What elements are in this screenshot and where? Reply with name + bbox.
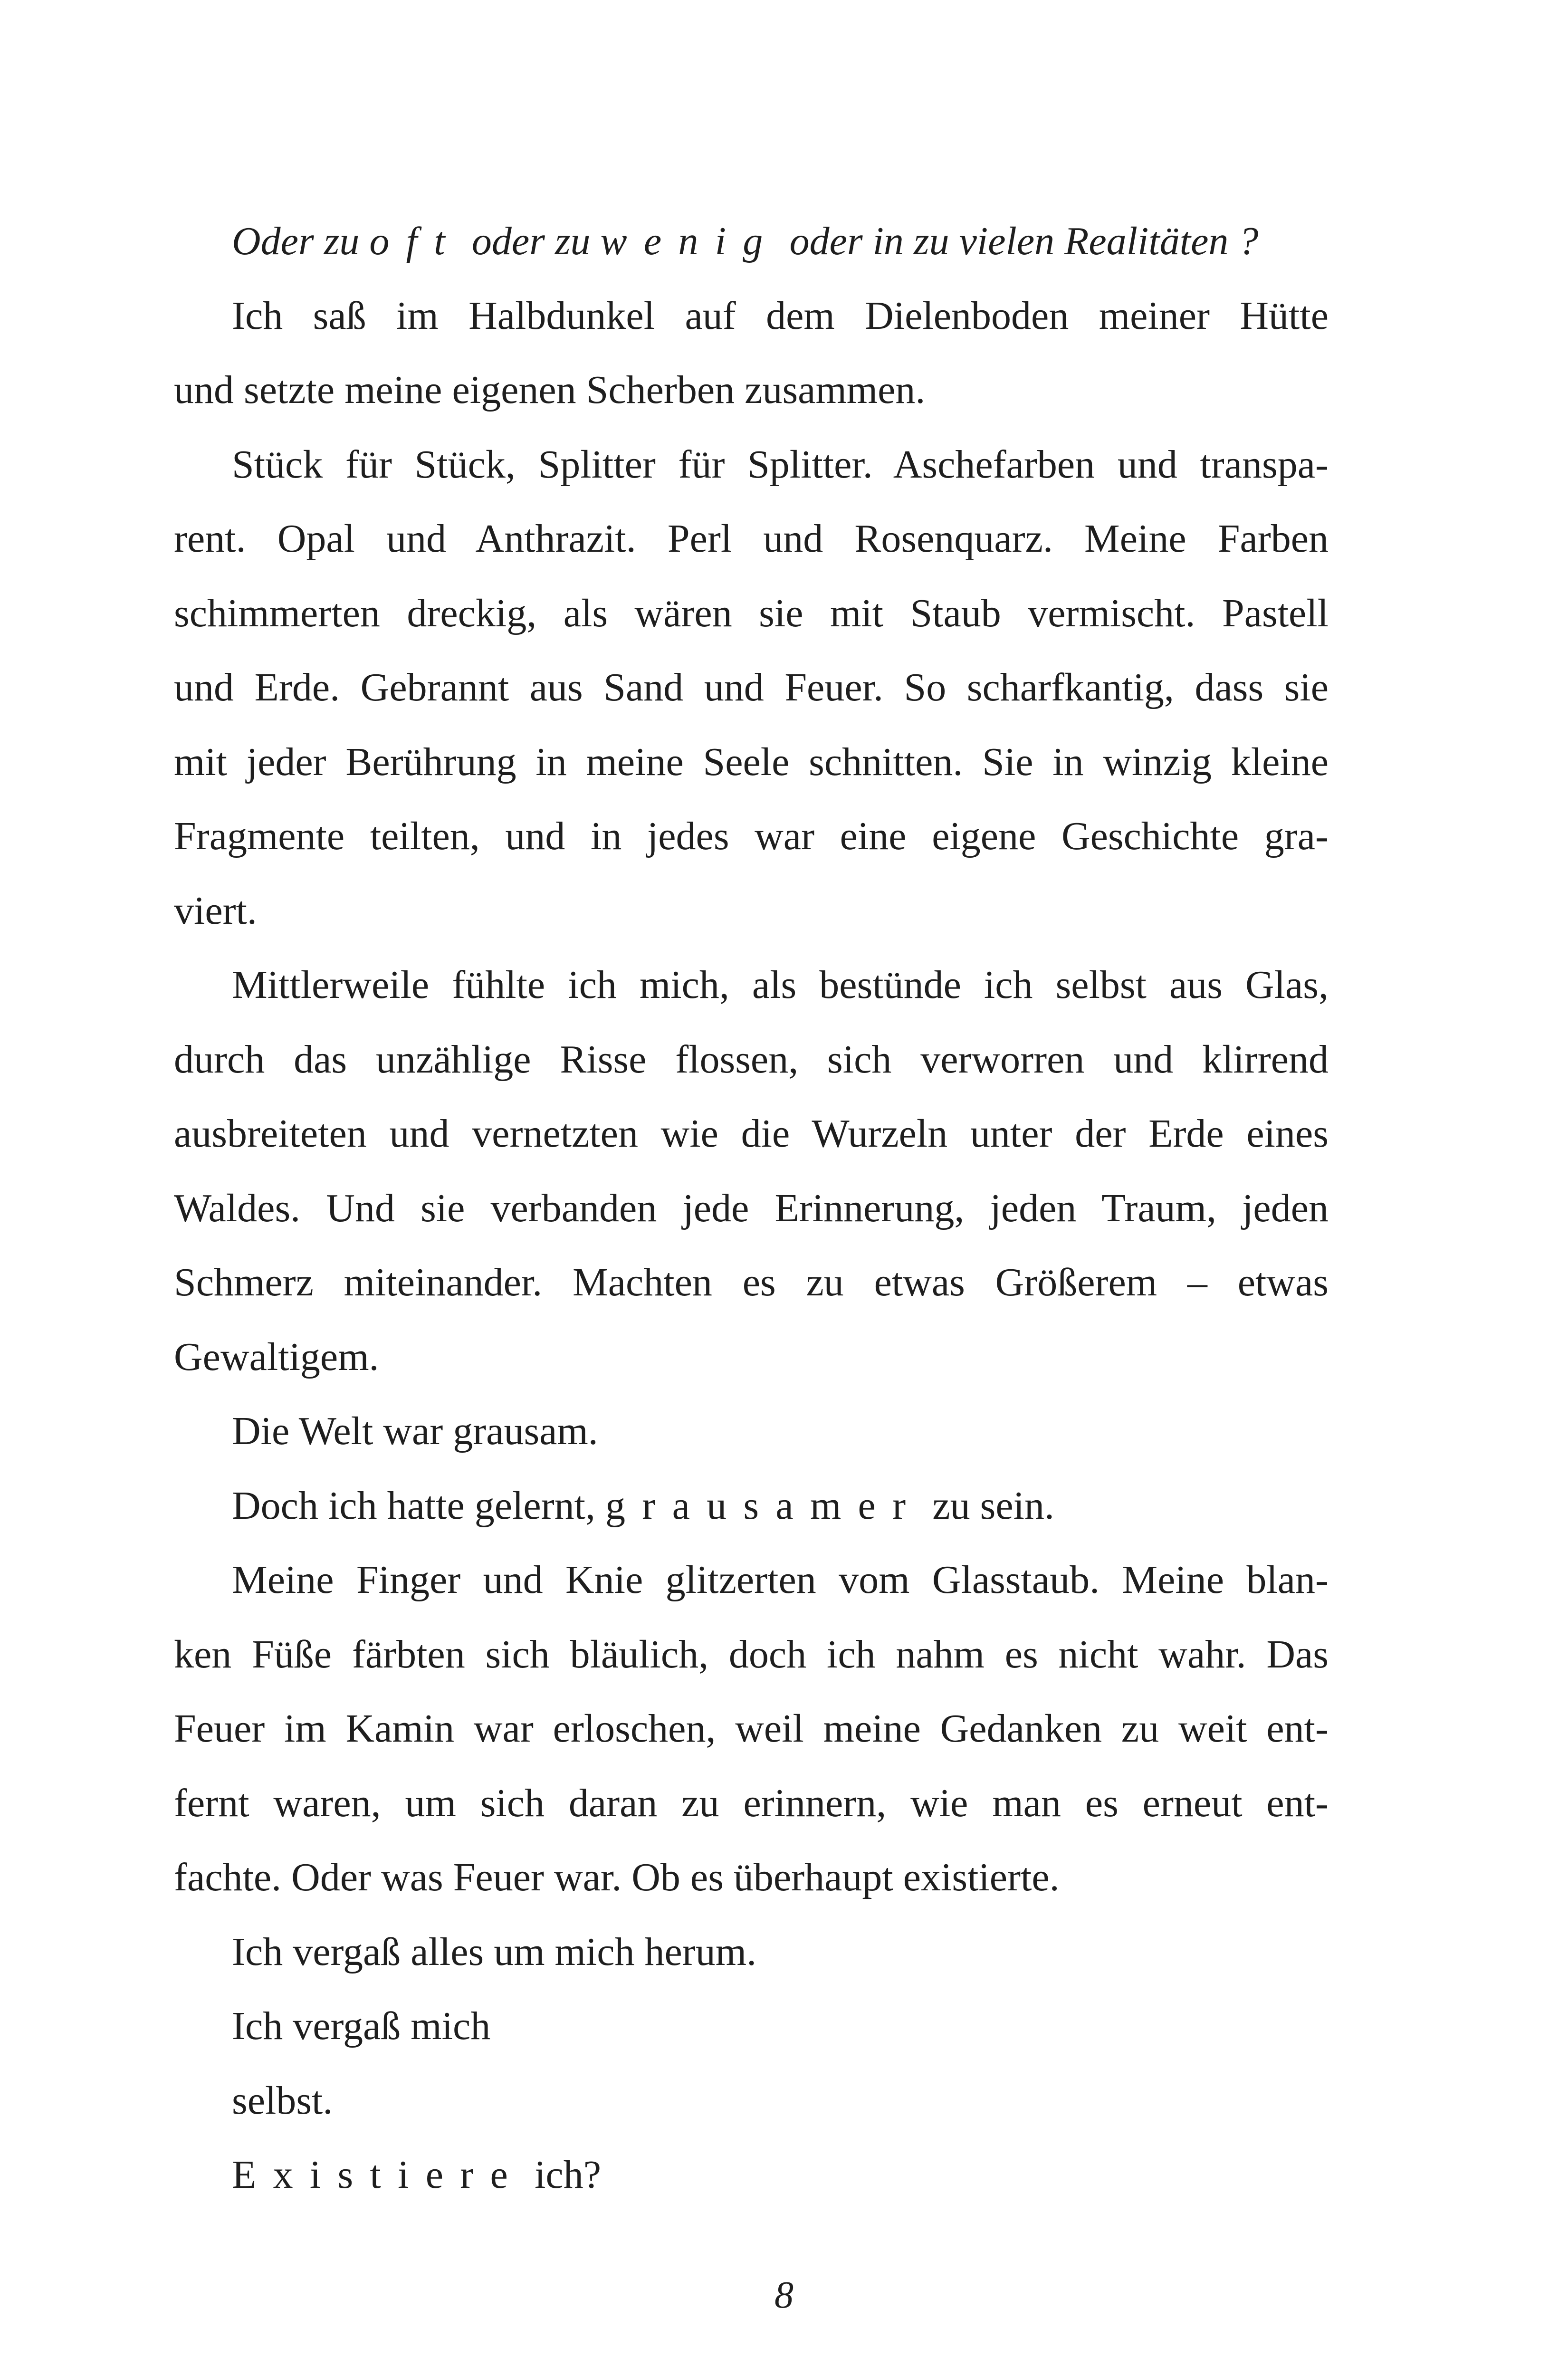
text-line: Mittlerweile fühlte ich mich, als bestünde ich selbst aus Glas,: [232, 963, 1329, 1007]
spaced-line: Doch ich hatte gelernt, grausamer zu sein.: [232, 1483, 1054, 1528]
text-line: und Erde. Gebrannt aus Sand und Feuer. So scharfkantig, dass sie: [174, 665, 1329, 709]
text-line: viert.: [174, 888, 257, 933]
text-line: Ich vergaß alles um mich herum.: [232, 1929, 757, 1974]
italic-line: Oder zu oft oder zu wenig oder in zu vielen Realitäten ?: [232, 219, 1259, 263]
text-line: Fragmente teilten, und in jedes war eine eigene Geschichte gra-: [174, 814, 1329, 858]
text-line: Gewaltigem.: [174, 1334, 379, 1379]
text-line: Die Welt war grausam.: [232, 1409, 598, 1453]
text-line: und setzte meine eigenen Scherben zusammen.: [174, 368, 926, 412]
text-line: Ich saß im Halbdunkel auf dem Dielenboden meiner Hütte: [232, 293, 1329, 338]
text-line: durch das unzählige Risse flossen, sich verworren und klirrend: [174, 1037, 1329, 1082]
text-line: schimmerten dreckig, als wären sie mit Staub vermischt. Pastell: [174, 591, 1329, 635]
text-line: Ich vergaß mich: [232, 2004, 491, 2048]
text-line: Schmerz miteinander. Machten es zu etwas Größerem – etwas: [174, 1260, 1329, 1304]
text-line: Stück für Stück, Splitter für Splitter. Aschefarben und transpa-: [232, 442, 1329, 487]
text-line: rent. Opal und Anthrazit. Perl und Rosenquarz. Meine Farben: [174, 517, 1329, 561]
text-line: Meine Finger und Knie glitzerten vom Glasstaub. Meine blan-: [232, 1558, 1329, 1602]
text-line: ken Füße färbten sich bläulich, doch ich nahm es nicht wahr. Das: [174, 1632, 1329, 1677]
page-number: 8: [774, 2274, 794, 2316]
text-line: Feuer im Kamin war erloschen, weil meine Gedanken zu weit ent-: [174, 1706, 1329, 1751]
text-line: Waldes. Und sie verbanden jede Erinnerung, jeden Traum, jeden: [174, 1186, 1329, 1230]
body-text: [174, 204, 1329, 2213]
spaced-line: Existiere ich?: [232, 2153, 601, 2197]
text-line: fernt waren, um sich daran zu erinnern, wie man es erneut ent-: [174, 1781, 1329, 1825]
text-line: ausbreiteten und vernetzten wie die Wurzeln unter der Erde eines: [174, 1111, 1329, 1156]
text-line: selbst.: [232, 2078, 333, 2123]
text-line: fachte. Oder was Feuer war. Ob es überhaupt existierte.: [174, 1855, 1060, 1899]
text-line: mit jeder Berührung in meine Seele schnitten. Sie in winzig kleine: [174, 739, 1329, 784]
